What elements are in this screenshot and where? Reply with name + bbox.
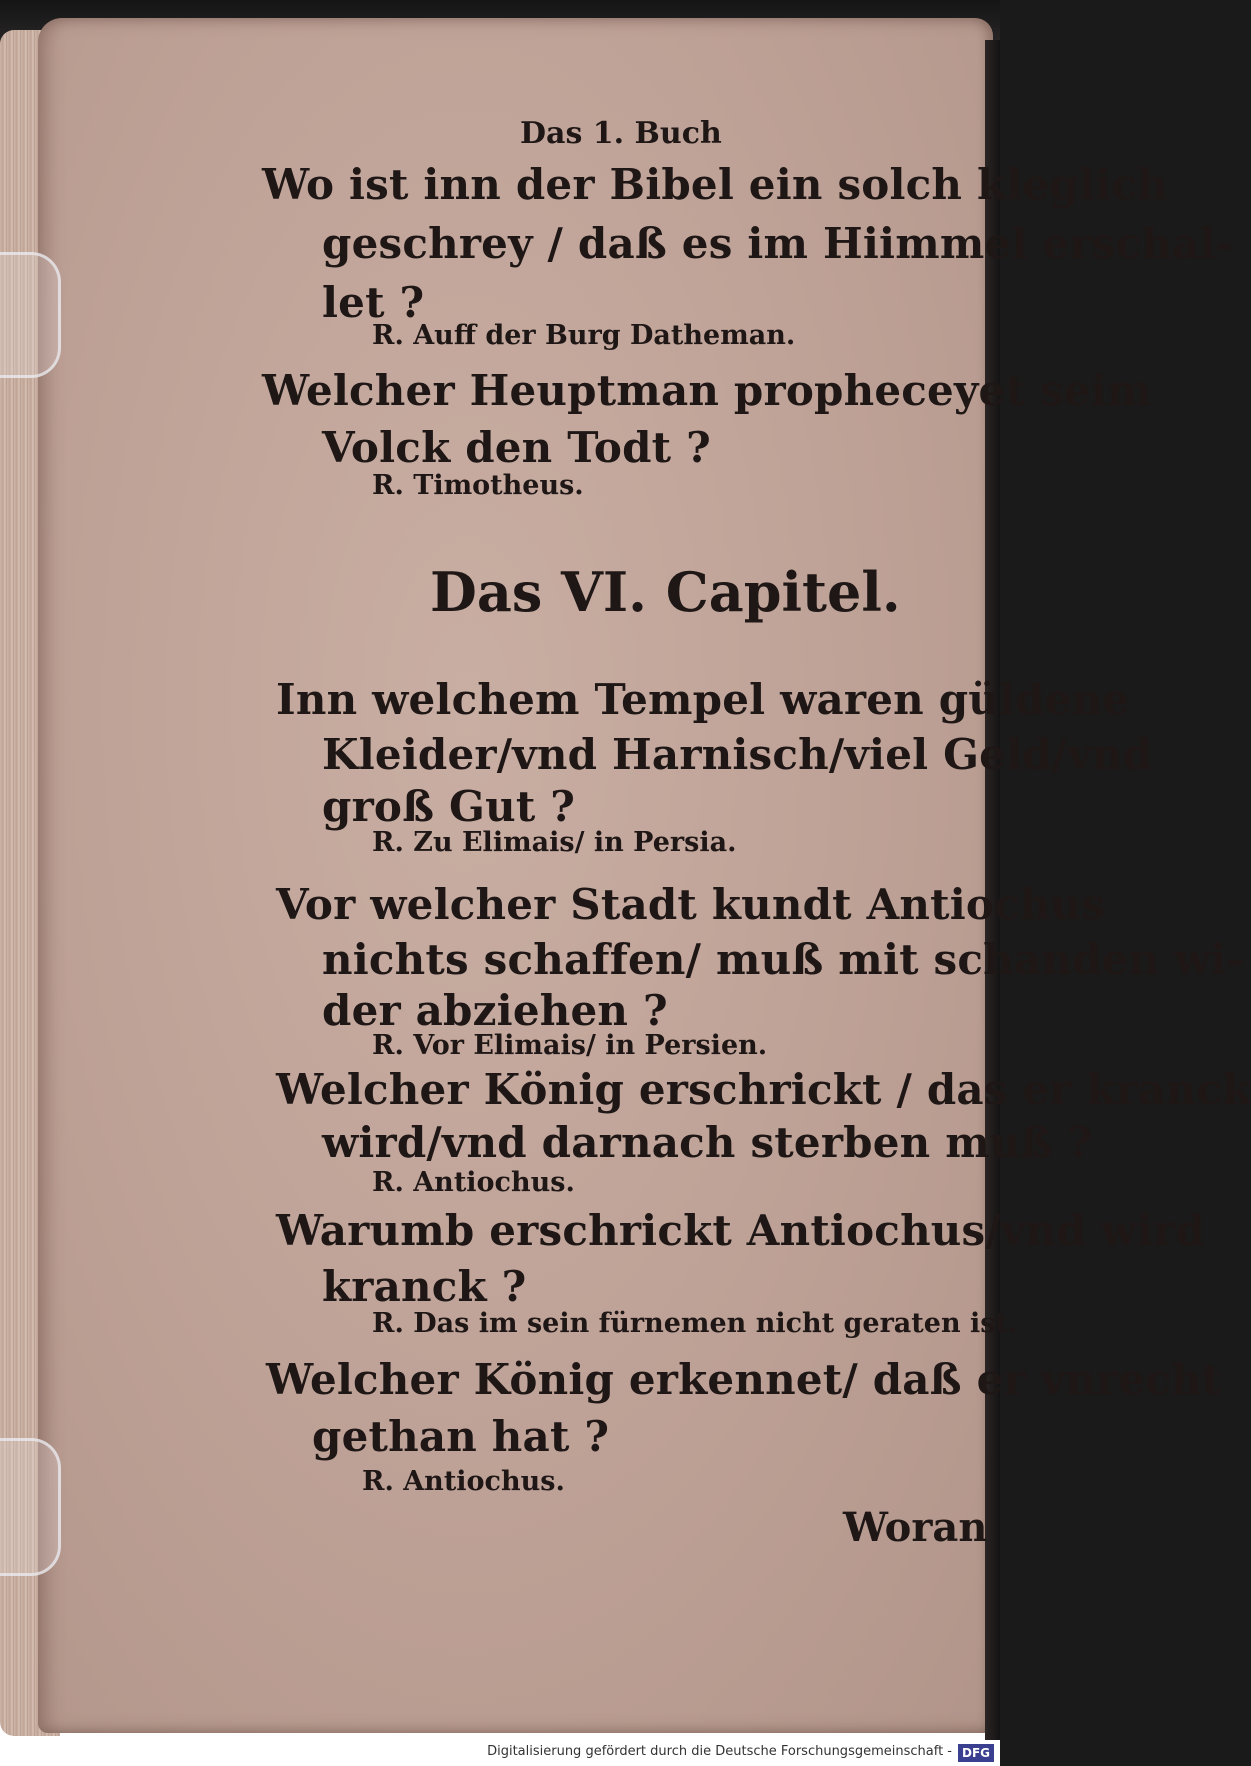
- answer-line: R. Antiochus.: [362, 1466, 565, 1497]
- text-line: nichts schaffen/ muß mit schanden wi-: [322, 935, 1245, 984]
- text-line: geschrey / daß es im Hiimmel erschal-: [322, 219, 1234, 268]
- credit-text: Digitalisierung gefördert durch die Deutsche Forschungsgemeinschaft -: [487, 1744, 952, 1759]
- text-line: Welcher König erschrickt / das er kranck: [276, 1065, 1251, 1114]
- text-line: Volck den Todt ?: [322, 423, 711, 472]
- book-clip-tab-bottom: [0, 1438, 61, 1576]
- credit-bar: [0, 1740, 1000, 1766]
- text-line: kranck ?: [322, 1262, 527, 1311]
- text-line: Vor welcher Stadt kundt Antiochus: [276, 880, 1106, 929]
- answer-line: R. Antiochus.: [372, 1167, 575, 1198]
- catchword: Woran: [843, 1504, 988, 1551]
- text-line: Welcher Heuptman propheceyet seim: [262, 366, 1152, 415]
- running-head: Das 1. Buch: [520, 116, 722, 151]
- book-clip-tab-top: [0, 252, 61, 378]
- text-line: Kleider/vnd Harnisch/viel Geld/vnd: [322, 730, 1153, 779]
- chapter-title: Das VI. Capitel.: [430, 560, 901, 624]
- text-line: Inn welchem Tempel waren güldene: [276, 675, 1130, 724]
- text-line: wird/vnd darnach sterben muß ?: [322, 1118, 1093, 1167]
- text-line: let ?: [322, 278, 425, 327]
- dfg-logo-icon: DFG: [958, 1744, 994, 1762]
- answer-line: R. Zu Elimais/ in Persia.: [372, 827, 737, 858]
- answer-line: R. Das im sein fürnemen nicht geraten ist.: [372, 1308, 1018, 1339]
- text-line: Wo ist inn der Bibel ein solch kleglich: [262, 160, 1168, 209]
- answer-line: R. Vor Elimais/ in Persien.: [372, 1030, 768, 1061]
- answer-line: R. Timotheus.: [372, 470, 584, 501]
- text-line: gethan hat ?: [312, 1412, 610, 1461]
- text-line: Welcher König erkennet/ daß er vnrecht: [266, 1355, 1222, 1404]
- answer-line: R. Auff der Burg Datheman.: [372, 320, 796, 351]
- text-line: groß Gut ?: [322, 782, 576, 831]
- text-line: der abziehen ?: [322, 986, 668, 1035]
- text-line: Warumb erschrickt Antiochus/vnd wird: [276, 1206, 1206, 1255]
